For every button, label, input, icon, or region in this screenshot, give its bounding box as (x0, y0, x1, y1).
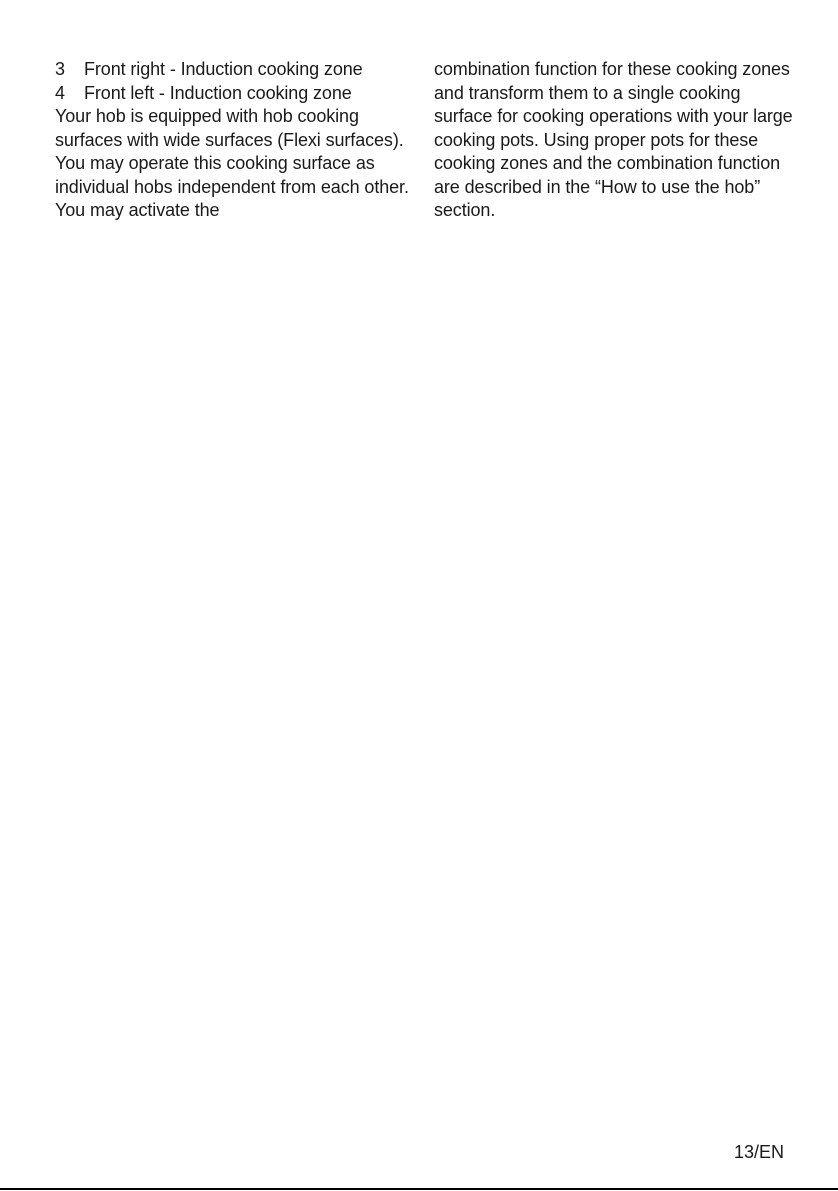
list-item-number: 4 (55, 82, 65, 103)
list-item-text: Front right - Induction cooking zone (84, 59, 363, 79)
body-paragraph: Your hob is equipped with hob cooking surfaces with wide surfaces (Flexi surfaces). You may operate this cooking surface as individual hobs independent from each other. You may activate the (55, 106, 409, 220)
list-item (55, 82, 410, 106)
left-column (55, 58, 410, 223)
list-item (55, 58, 410, 82)
list-item-number: 3 (55, 59, 65, 79)
page-bottom-rule (0, 1188, 838, 1190)
right-column (434, 58, 794, 223)
body-paragraph-continued: combination function for these cooking zones and transform them to a single cooking surface for cooking operations with your large cooking pots. Using proper pots for these cooking zones and the combination function are described in the “How to use the hob” section. (434, 59, 793, 220)
page-number: 13/EN (733, 1142, 784, 1162)
list-item-text: Front left - Induction cooking zone (84, 82, 352, 103)
